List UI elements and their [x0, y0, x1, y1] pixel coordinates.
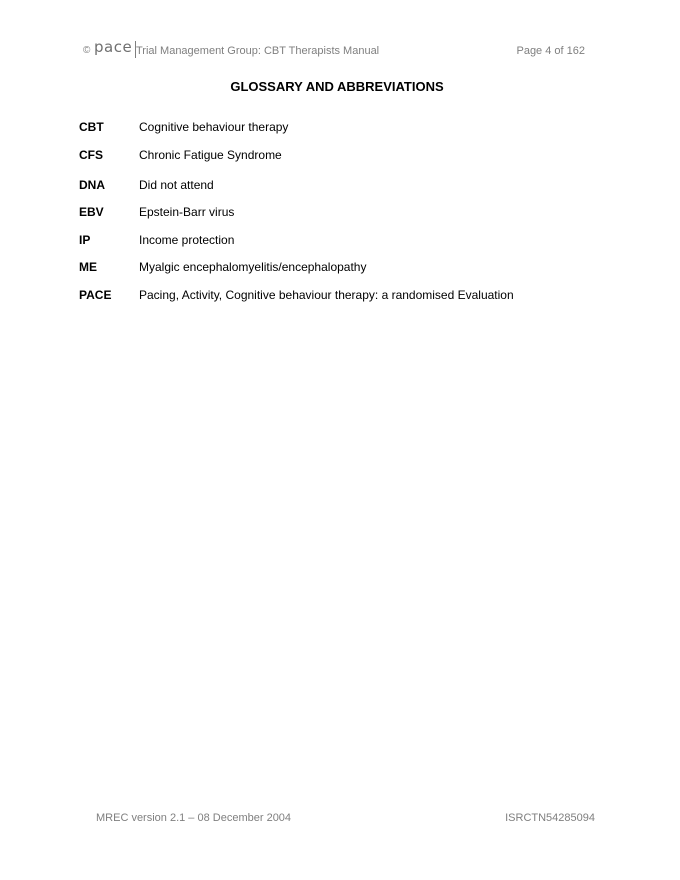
glossary-definition: Income protection: [139, 233, 235, 247]
glossary-definition: Cognitive behaviour therapy: [139, 120, 289, 134]
page-header: [83, 38, 585, 60]
glossary-item: [79, 260, 639, 276]
glossary-abbreviation: ME: [79, 260, 97, 274]
glossary-definition: Chronic Fatigue Syndrome: [139, 148, 282, 162]
header-title: Trial Management Group: CBT Therapists Manual: [136, 45, 380, 57]
glossary-definition: Pacing, Activity, Cognitive behaviour therapy: a randomised Evaluation: [139, 288, 514, 302]
glossary-item: [79, 148, 639, 164]
glossary-definition: Did not attend: [139, 178, 214, 192]
copyright-symbol: ©: [83, 45, 91, 56]
glossary-item: [79, 120, 639, 136]
glossary-item: [79, 178, 639, 194]
glossary-item: [79, 205, 639, 221]
glossary-abbreviation: PACE: [79, 288, 112, 302]
glossary-abbreviation: IP: [79, 233, 91, 247]
glossary-abbreviation: EBV: [79, 205, 104, 219]
glossary-item: [79, 288, 639, 304]
glossary-item: [79, 233, 639, 249]
glossary-definition: Myalgic encephalomyelitis/encephalopathy: [139, 260, 367, 274]
glossary-abbreviation: CFS: [79, 148, 103, 162]
footer-registration: ISRCTN54285094: [505, 812, 595, 824]
page-number: Page 4 of 162: [516, 45, 585, 57]
pace-logo: pace: [94, 38, 133, 56]
glossary-abbreviation: CBT: [79, 120, 104, 134]
glossary-abbreviation: DNA: [79, 178, 105, 192]
glossary-definition: Epstein-Barr virus: [139, 205, 235, 219]
page-footer: [96, 812, 595, 828]
footer-version: MREC version 2.1 – 08 December 2004: [96, 812, 292, 824]
page-title: GLOSSARY AND ABBREVIATIONS: [230, 79, 444, 94]
